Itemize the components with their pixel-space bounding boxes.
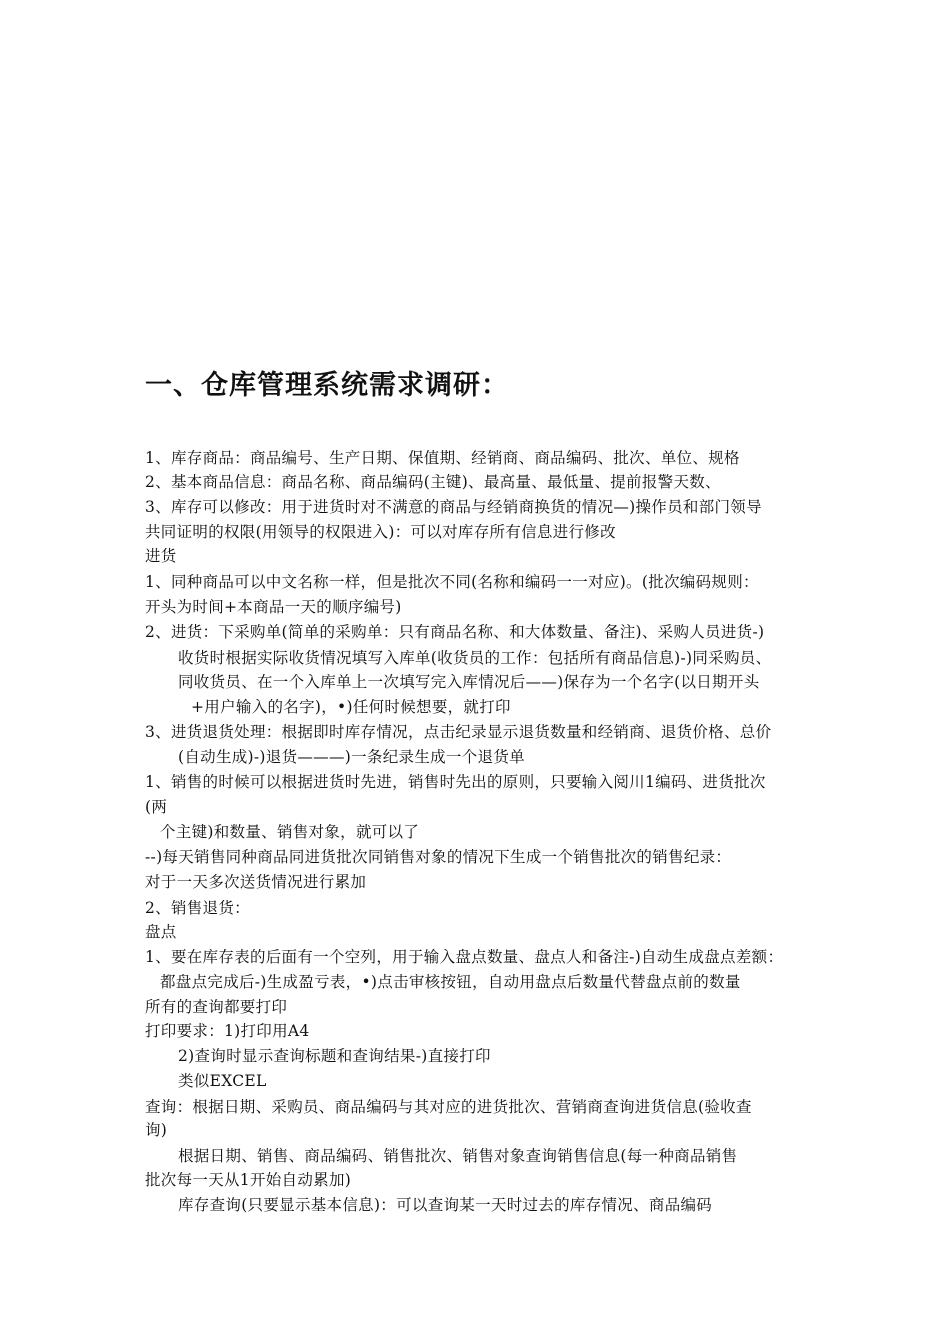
- document-line: 同收货员、在一个入库单上一次填写完入库情况后——)保存为一个名字(以日期开头: [178, 673, 760, 691]
- document-line: 1、库存商品：商品编号、生产日期、保值期、经销商、商品编码、批次、单位、规格: [145, 449, 740, 467]
- document-line: 2、基本商品信息：商品名称、商品编码(主键)、最高量、最低量、提前报警天数、: [145, 473, 721, 491]
- document-line: 3、进货退货处理：根据即时库存情况，点击纪录显示退货数量和经销商、退货价格、总价: [145, 723, 772, 741]
- document-line: 2、销售退货：: [145, 899, 250, 917]
- document-line: 批次每一天从1开始自动累加): [145, 1171, 352, 1189]
- document-line: 1、要在库存表的后面有一个空列，用于输入盘点数量、盘点人和备注-)自动生成盘点差额：: [145, 948, 784, 966]
- document-line: 打印要求：1)打印用A4: [145, 1022, 310, 1040]
- document-line: 共同证明的权限(用领导的权限进入)：可以对库存所有信息进行修改: [145, 523, 616, 541]
- document-line: 都盘点完成后-)生成盈亏表，•)点击审核按钮，自动用盘点后数量代替盘点前的数量: [160, 973, 741, 991]
- document-line: (两: [145, 798, 168, 816]
- document-line: 1、同种商品可以中文名称一样，但是批次不同(名称和编码一一对应)。(批次编码规则：: [145, 573, 759, 591]
- document-line: 对于一天多次送货情况进行累加: [145, 873, 367, 891]
- document-line: 进货: [145, 547, 177, 565]
- document-line: 盘点: [145, 923, 177, 941]
- document-line: (自动生成)-)退货———)一条纪录生成一个退货单: [178, 748, 525, 766]
- document-line: 库存查询(只要显示基本信息)：可以查询某一天时过去的库存情况、商品编码: [178, 1196, 713, 1214]
- document-line: 查询：根据日期、采购员、商品编码与其对应的进货批次、营销商查询进货信息(验收查: [145, 1098, 752, 1116]
- document-line: 3、库存可以修改：用于进货时对不满意的商品与经销商换货的情况—)操作员和部门领导: [145, 498, 762, 516]
- document-line: 根据日期、销售、商品编码、销售批次、销售对象查询销售信息(每一种商品销售: [178, 1147, 738, 1165]
- document-line: 2)查询时显示查询标题和查询结果-)直接打印: [178, 1047, 491, 1065]
- document-line: 开头为时间+本商品一天的顺序编号): [145, 598, 402, 616]
- document-line: 类似EXCEL: [178, 1072, 267, 1090]
- document-line: 询): [145, 1121, 168, 1139]
- document-line: 2、进货：下采购单(简单的采购单：只有商品名称、和大体数量、备注)、采购人员进货-): [145, 623, 765, 641]
- document-title: 一、仓库管理系统需求调研：: [145, 370, 509, 401]
- document-line: +用户输入的名字)，•)任何时候想要，就打印: [191, 698, 511, 716]
- document-line: 所有的查询都要打印: [145, 998, 288, 1016]
- document-line: 收货时根据实际收货情况填写入库单(收货员的工作：包括所有商品信息)-)同采购员、: [178, 649, 772, 667]
- document-line: 个主键)和数量、销售对象，就可以了: [160, 823, 420, 841]
- document-line: --)每天销售同种商品同进货批次同销售对象的情况下生成一个销售批次的销售纪录：: [145, 848, 732, 866]
- document-line: 1、销售的时候可以根据进货时先进，销售时先出的原则，只要输入阅川1编码、进货批次: [145, 773, 766, 791]
